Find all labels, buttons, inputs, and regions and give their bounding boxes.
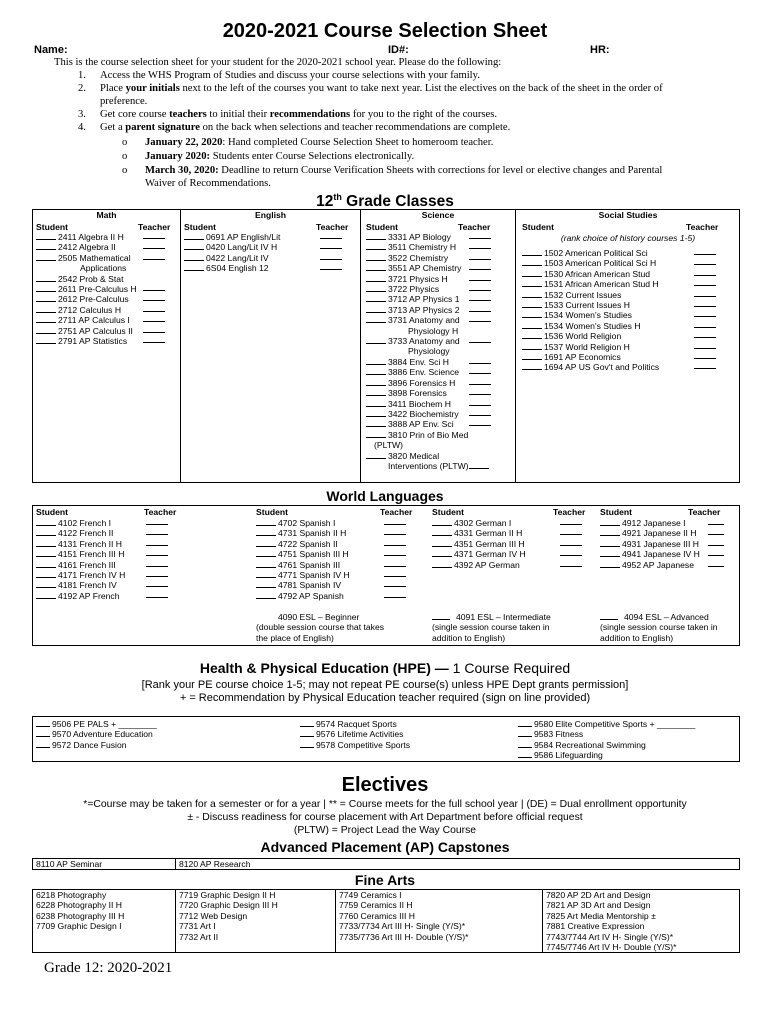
step-3: Get core course teachers to initial their recommendations for you to the right of the courses.	[100, 109, 497, 120]
math-student-header: Student	[36, 222, 68, 232]
social-note: (rank choice of history courses 1-5)	[560, 233, 696, 243]
social-course[interactable]: 1536 World Religion	[522, 331, 659, 341]
esl-advanced[interactable]: 4094 ESL – Advanced (single session course taken in addition to English)	[600, 612, 718, 643]
ap-capstones-box	[32, 858, 740, 870]
math-course[interactable]: 2791 AP Statistics	[36, 336, 137, 346]
fine-arts-course[interactable]: 7735/7736 Art III H- Double (Y/S)*	[339, 931, 469, 942]
social-student-header: Student	[522, 222, 554, 232]
fine-arts-course[interactable]: 7732 Art II	[179, 931, 219, 942]
social-course[interactable]: 1534 Women's Studies H	[522, 321, 659, 331]
spanish-course[interactable]: 4771 Spanish IV H	[256, 570, 350, 580]
german-list	[432, 518, 526, 570]
french-course[interactable]: 4102 French I	[36, 518, 125, 528]
french-teacher-header: Teacher	[144, 507, 177, 517]
hpe-instructions: [Rank your PE course choice 1-5; may not repeat PE course(s) unless HPE Dept grants permission]	[141, 679, 629, 691]
hpe-course[interactable]: 9572 Dance Fusion	[36, 740, 157, 750]
fine-arts-course[interactable]: 7743/7744 Art IV H- Single (Y/S)*	[546, 931, 674, 942]
fine-arts-course[interactable]: 7759 Ceramics II H	[339, 900, 413, 911]
social-course[interactable]: 1503 American Political Sci H	[522, 258, 659, 268]
fine-arts-course[interactable]: 6228 Photography II H	[36, 900, 122, 911]
hpe-recommendation-note: + = Recommendation by Physical Education teacher required (sign on line provided)	[179, 692, 591, 704]
japanese-course[interactable]: 4921 Japanese II H	[600, 528, 700, 538]
science-teacher-header: Teacher	[458, 222, 491, 232]
science-student-header: Student	[366, 222, 398, 232]
math-course[interactable]: 2711 AP Calculus I	[36, 315, 137, 325]
fine-arts-col-2	[179, 890, 278, 942]
english-course[interactable]: 0422 Lang/Lit IV	[184, 253, 280, 263]
german-course[interactable]: 4392 AP German	[432, 560, 526, 570]
science-course[interactable]: 3551 AP Chemistry	[366, 263, 489, 273]
science-course[interactable]: 3713 AP Physics 2	[366, 305, 489, 315]
science-course[interactable]: 3712 AP Physics 1	[366, 294, 489, 304]
id-label: ID#:	[388, 44, 409, 56]
social-course[interactable]: 1694 AP US Gov't and Politics	[522, 362, 659, 372]
step-1-number: 1.	[78, 70, 86, 81]
japanese-course[interactable]: 4931 Japanese III H	[600, 539, 700, 549]
science-course[interactable]: 3884 Env. Sci H	[366, 357, 489, 367]
german-course[interactable]: 4351 German III H	[432, 539, 526, 549]
french-student-header: Student	[36, 507, 68, 517]
hpe-course[interactable]: 9586 Lifeguarding	[518, 750, 695, 760]
science-title: Science	[421, 210, 455, 220]
science-course-cont: Physiology	[408, 346, 450, 357]
english-list	[184, 232, 280, 274]
fine-arts-col-4	[546, 890, 676, 952]
social-list	[522, 248, 659, 373]
hpe-course[interactable]: 9584 Recreational Swimming	[518, 740, 695, 750]
fine-arts-course[interactable]: 7733/7734 Art III H- Single (Y/S)*	[339, 921, 466, 932]
spanish-teacher-header: Teacher	[380, 507, 413, 517]
science-course[interactable]: 3731 Anatomy and	[366, 315, 489, 325]
step-4: Get a parent signature on the back when selections and teacher recommendations are complete.	[100, 122, 511, 133]
japanese-teacher-header: Teacher	[688, 507, 721, 517]
german-student-header: Student	[432, 507, 464, 517]
german-teacher-header: Teacher	[553, 507, 586, 517]
fine-arts-course[interactable]: 7821 AP 3D Art and Design	[546, 900, 651, 911]
french-course[interactable]: 4122 French II	[36, 528, 125, 538]
spanish-course[interactable]: 4702 Spanish I	[256, 518, 350, 528]
fine-arts-course[interactable]: 7720 Graphic Design III H	[179, 900, 278, 911]
bullet-3: o	[122, 165, 128, 176]
science-course[interactable]: 3522 Chemistry	[366, 253, 489, 263]
french-course[interactable]: 4151 French III H	[36, 549, 125, 559]
ap-seminar[interactable]: 8110 AP Seminar	[36, 859, 103, 869]
japanese-course[interactable]: 4912 Japanese I	[600, 518, 700, 528]
social-course[interactable]: 1531 African American Stud H	[522, 279, 659, 289]
sub-step-3-cont: Waiver of Recommendations.	[145, 178, 271, 189]
fine-arts-col-1	[36, 890, 124, 932]
step-2-cont: preference.	[100, 96, 148, 107]
electives-legend-2: ± - Discuss readiness for course placement with Art Department before official request	[187, 812, 583, 823]
science-course[interactable]: 3886 Env. Science	[366, 367, 489, 377]
french-course[interactable]: 4192 AP French	[36, 591, 125, 601]
japanese-student-header: Student	[600, 507, 632, 517]
electives-legend-3: (PLTW) = Project Lead the Way Course	[293, 825, 477, 836]
science-course[interactable]: 3331 AP Biology	[366, 232, 489, 242]
hpe-course[interactable]: 9570 Adventure Education	[36, 729, 157, 739]
hr-label: HR:	[590, 44, 610, 56]
fine-arts-course[interactable]: 6218 Photography	[36, 890, 107, 900]
name-label: Name:	[34, 44, 68, 56]
hpe-course[interactable]: 9574 Racquet Sports	[300, 719, 410, 729]
hpe-course[interactable]: 9576 Lifetime Activities	[300, 729, 410, 739]
fine-arts-heading: Fine Arts	[354, 872, 416, 888]
science-course[interactable]: 3722 Physics	[366, 284, 489, 294]
math-course[interactable]: 2505 Mathematical	[36, 253, 137, 263]
science-course[interactable]: 3733 Anatomy and	[366, 336, 489, 346]
math-course[interactable]: 2612 Pre-Calculus	[36, 294, 137, 304]
hpe-course[interactable]: 9506 PE PALS + ________	[36, 719, 157, 729]
science-course-cont: (PLTW)	[374, 440, 403, 451]
ap-capstones-heading: Advanced Placement (AP) Capstones	[260, 839, 510, 855]
hpe-heading: Health & Physical Education (HPE) — 1 Course Required	[199, 660, 571, 676]
science-list	[366, 232, 489, 471]
english-title: English	[254, 210, 287, 220]
fine-arts-course[interactable]: 7712 Web Design	[179, 910, 248, 921]
spanish-list	[256, 518, 350, 601]
social-course[interactable]: 1691 AP Economics	[522, 352, 659, 362]
social-course[interactable]: 1530 African American Stud	[522, 269, 659, 279]
social-course[interactable]: 1537 World Religion H	[522, 342, 659, 352]
french-course[interactable]: 4181 French IV	[36, 580, 125, 590]
french-course[interactable]: 4171 French IV H	[36, 570, 125, 580]
english-course[interactable]: 6S04 English 12	[184, 263, 280, 273]
spanish-course[interactable]: 4751 Spanish III H	[256, 549, 350, 559]
page-title: 2020-2021 Course Selection Sheet	[222, 20, 548, 42]
footer-grade: Grade 12: 2020-2021	[44, 960, 173, 976]
hpe-col-1	[36, 719, 157, 750]
science-course[interactable]: 3411 Biochem H	[366, 399, 489, 409]
hpe-col-3	[518, 719, 695, 761]
science-course[interactable]: 3896 Forensics H	[366, 378, 489, 388]
step-1: Access the WHS Program of Studies and discuss your course selections with your family.	[100, 70, 480, 81]
japanese-course[interactable]: 4952 AP Japanese	[600, 560, 700, 570]
hpe-col-2	[300, 719, 410, 750]
step-3-number: 3.	[78, 109, 86, 120]
fine-arts-course[interactable]: 6238 Photography III H	[36, 910, 125, 921]
spanish-student-header: Student	[256, 507, 288, 517]
world-languages-heading: World Languages	[326, 488, 444, 504]
german-course[interactable]: 4371 German IV H	[432, 549, 526, 559]
social-title: Social Studies	[598, 210, 658, 220]
step-2-number: 2.	[78, 83, 86, 94]
spanish-course[interactable]: 4731 Spanish II H	[256, 528, 350, 538]
spanish-course[interactable]: 4792 AP Spanish	[256, 591, 350, 601]
hpe-course[interactable]: 9580 Elite Competitive Sports + ________	[518, 719, 695, 729]
sub-step-3: March 30, 2020: Deadline to return Course Verification Sheets with corrections for level or elective changes and Parental	[145, 165, 663, 176]
science-course-cont: Physiology H	[408, 325, 459, 336]
english-course[interactable]: 0420 Lang/Lit IV H	[184, 242, 280, 252]
social-course[interactable]: 1534 Women's Studies	[522, 310, 659, 320]
math-course[interactable]: 2712 Calculus H	[36, 305, 137, 315]
german-course[interactable]: 4331 German II H	[432, 528, 526, 538]
bullet-2: o	[122, 151, 128, 162]
fine-arts-course[interactable]: 7719 Graphic Design II H	[179, 890, 276, 900]
math-course[interactable]: 2611 Pre-Calculus H	[36, 284, 137, 294]
science-course[interactable]: 3422 Biochemistry	[366, 409, 489, 419]
social-teacher-header: Teacher	[686, 222, 719, 232]
science-course-cont: Interventions (PLTW)	[366, 461, 489, 471]
step-2: Place your initials next to the left of the courses you want to take next year. List the electives on the back of the sheet in the order of	[100, 83, 663, 94]
math-course[interactable]: 2542 Prob & Stat	[36, 274, 137, 284]
spanish-course[interactable]: 4722 Spanish II	[256, 539, 350, 549]
sub-step-1: January 22, 2020: Hand completed Course Selection Sheet to homeroom teacher.	[145, 137, 494, 148]
step-4-number: 4.	[78, 122, 86, 133]
japanese-list	[600, 518, 700, 570]
french-course[interactable]: 4161 French III	[36, 560, 125, 570]
fine-arts-col-3	[339, 890, 468, 942]
science-course[interactable]: 3898 Forensics	[366, 388, 489, 398]
english-teacher-header: Teacher	[316, 222, 349, 232]
sub-step-2: January 2020: Students enter Course Selections electronically.	[145, 151, 415, 162]
hpe-course[interactable]: 9578 Competitive Sports	[300, 740, 410, 750]
fine-arts-course[interactable]: 7820 AP 2D Art and Design	[546, 890, 651, 900]
spanish-course[interactable]: 4761 Spanish III	[256, 560, 350, 570]
spanish-course[interactable]: 4781 Spanish IV	[256, 580, 350, 590]
grade12-heading: 12th Grade Classes	[316, 192, 454, 211]
esl-beginner[interactable]: 4090 ESL – Beginner (double session course that takes the place of English)	[256, 612, 385, 643]
fine-arts-course[interactable]: 7709 Graphic Design I	[36, 921, 122, 932]
math-teacher-header: Teacher	[138, 222, 171, 232]
social-course[interactable]: 1533 Current Issues H	[522, 300, 659, 310]
science-course[interactable]: 3820 Medical	[366, 451, 489, 461]
ap-research[interactable]: 8120 AP Research	[179, 859, 251, 869]
fine-arts-course[interactable]: 7749 Ceramics I	[339, 890, 402, 900]
electives-legend-1: *=Course may be taken for a semester or for a year | ** = Course meets for the full school year | (DE) = Dual enrollment opportunity	[83, 799, 687, 810]
esl-intermediate[interactable]: 4091 ESL – Intermediate (single session course taken in addition to English)	[432, 612, 551, 643]
english-student-header: Student	[184, 222, 216, 232]
fine-arts-course[interactable]: 7731 Art I	[179, 921, 216, 932]
hpe-course[interactable]: 9583 Fitness	[518, 729, 695, 739]
science-course[interactable]: 3888 AP Env. Sci	[366, 419, 489, 429]
fine-arts-course[interactable]: 7760 Ceramics III H	[339, 910, 415, 921]
math-course[interactable]: 2751 AP Calculus II	[36, 326, 137, 336]
social-course[interactable]: 1502 American Political Sci	[522, 248, 659, 258]
math-list	[36, 232, 137, 346]
french-list	[36, 518, 125, 601]
science-course[interactable]: 3810 Prin of Bio Med	[366, 430, 489, 440]
bullet-1: o	[122, 137, 128, 148]
science-course[interactable]: 3721 Physics H	[366, 274, 489, 284]
math-course[interactable]: 2412 Algebra II	[36, 242, 137, 252]
french-course[interactable]: 4131 French II H	[36, 539, 125, 549]
fine-arts-course[interactable]: 7881 Creative Expression	[546, 921, 645, 932]
intro-text: This is the course selection sheet for your student for the 2020-2021 school year. Please do the following:	[54, 57, 502, 68]
fine-arts-course[interactable]: 7745/7746 Art IV H- Double (Y/S)*	[546, 942, 677, 953]
fine-arts-course[interactable]: 7825 Art Media Mentorship ±	[546, 910, 656, 921]
english-course[interactable]: 0691 AP English/Lit	[184, 232, 280, 242]
german-course[interactable]: 4302 German I	[432, 518, 526, 528]
electives-heading: Electives	[341, 774, 429, 796]
math-course-cont: Applications	[80, 263, 127, 274]
math-course[interactable]: 2411 Algebra II H	[36, 232, 137, 242]
japanese-course[interactable]: 4941 Japanese IV H	[600, 549, 700, 559]
social-course[interactable]: 1532 Current Issues	[522, 290, 659, 300]
science-course[interactable]: 3511 Chemistry H	[366, 242, 489, 252]
math-title: Math	[96, 210, 117, 220]
